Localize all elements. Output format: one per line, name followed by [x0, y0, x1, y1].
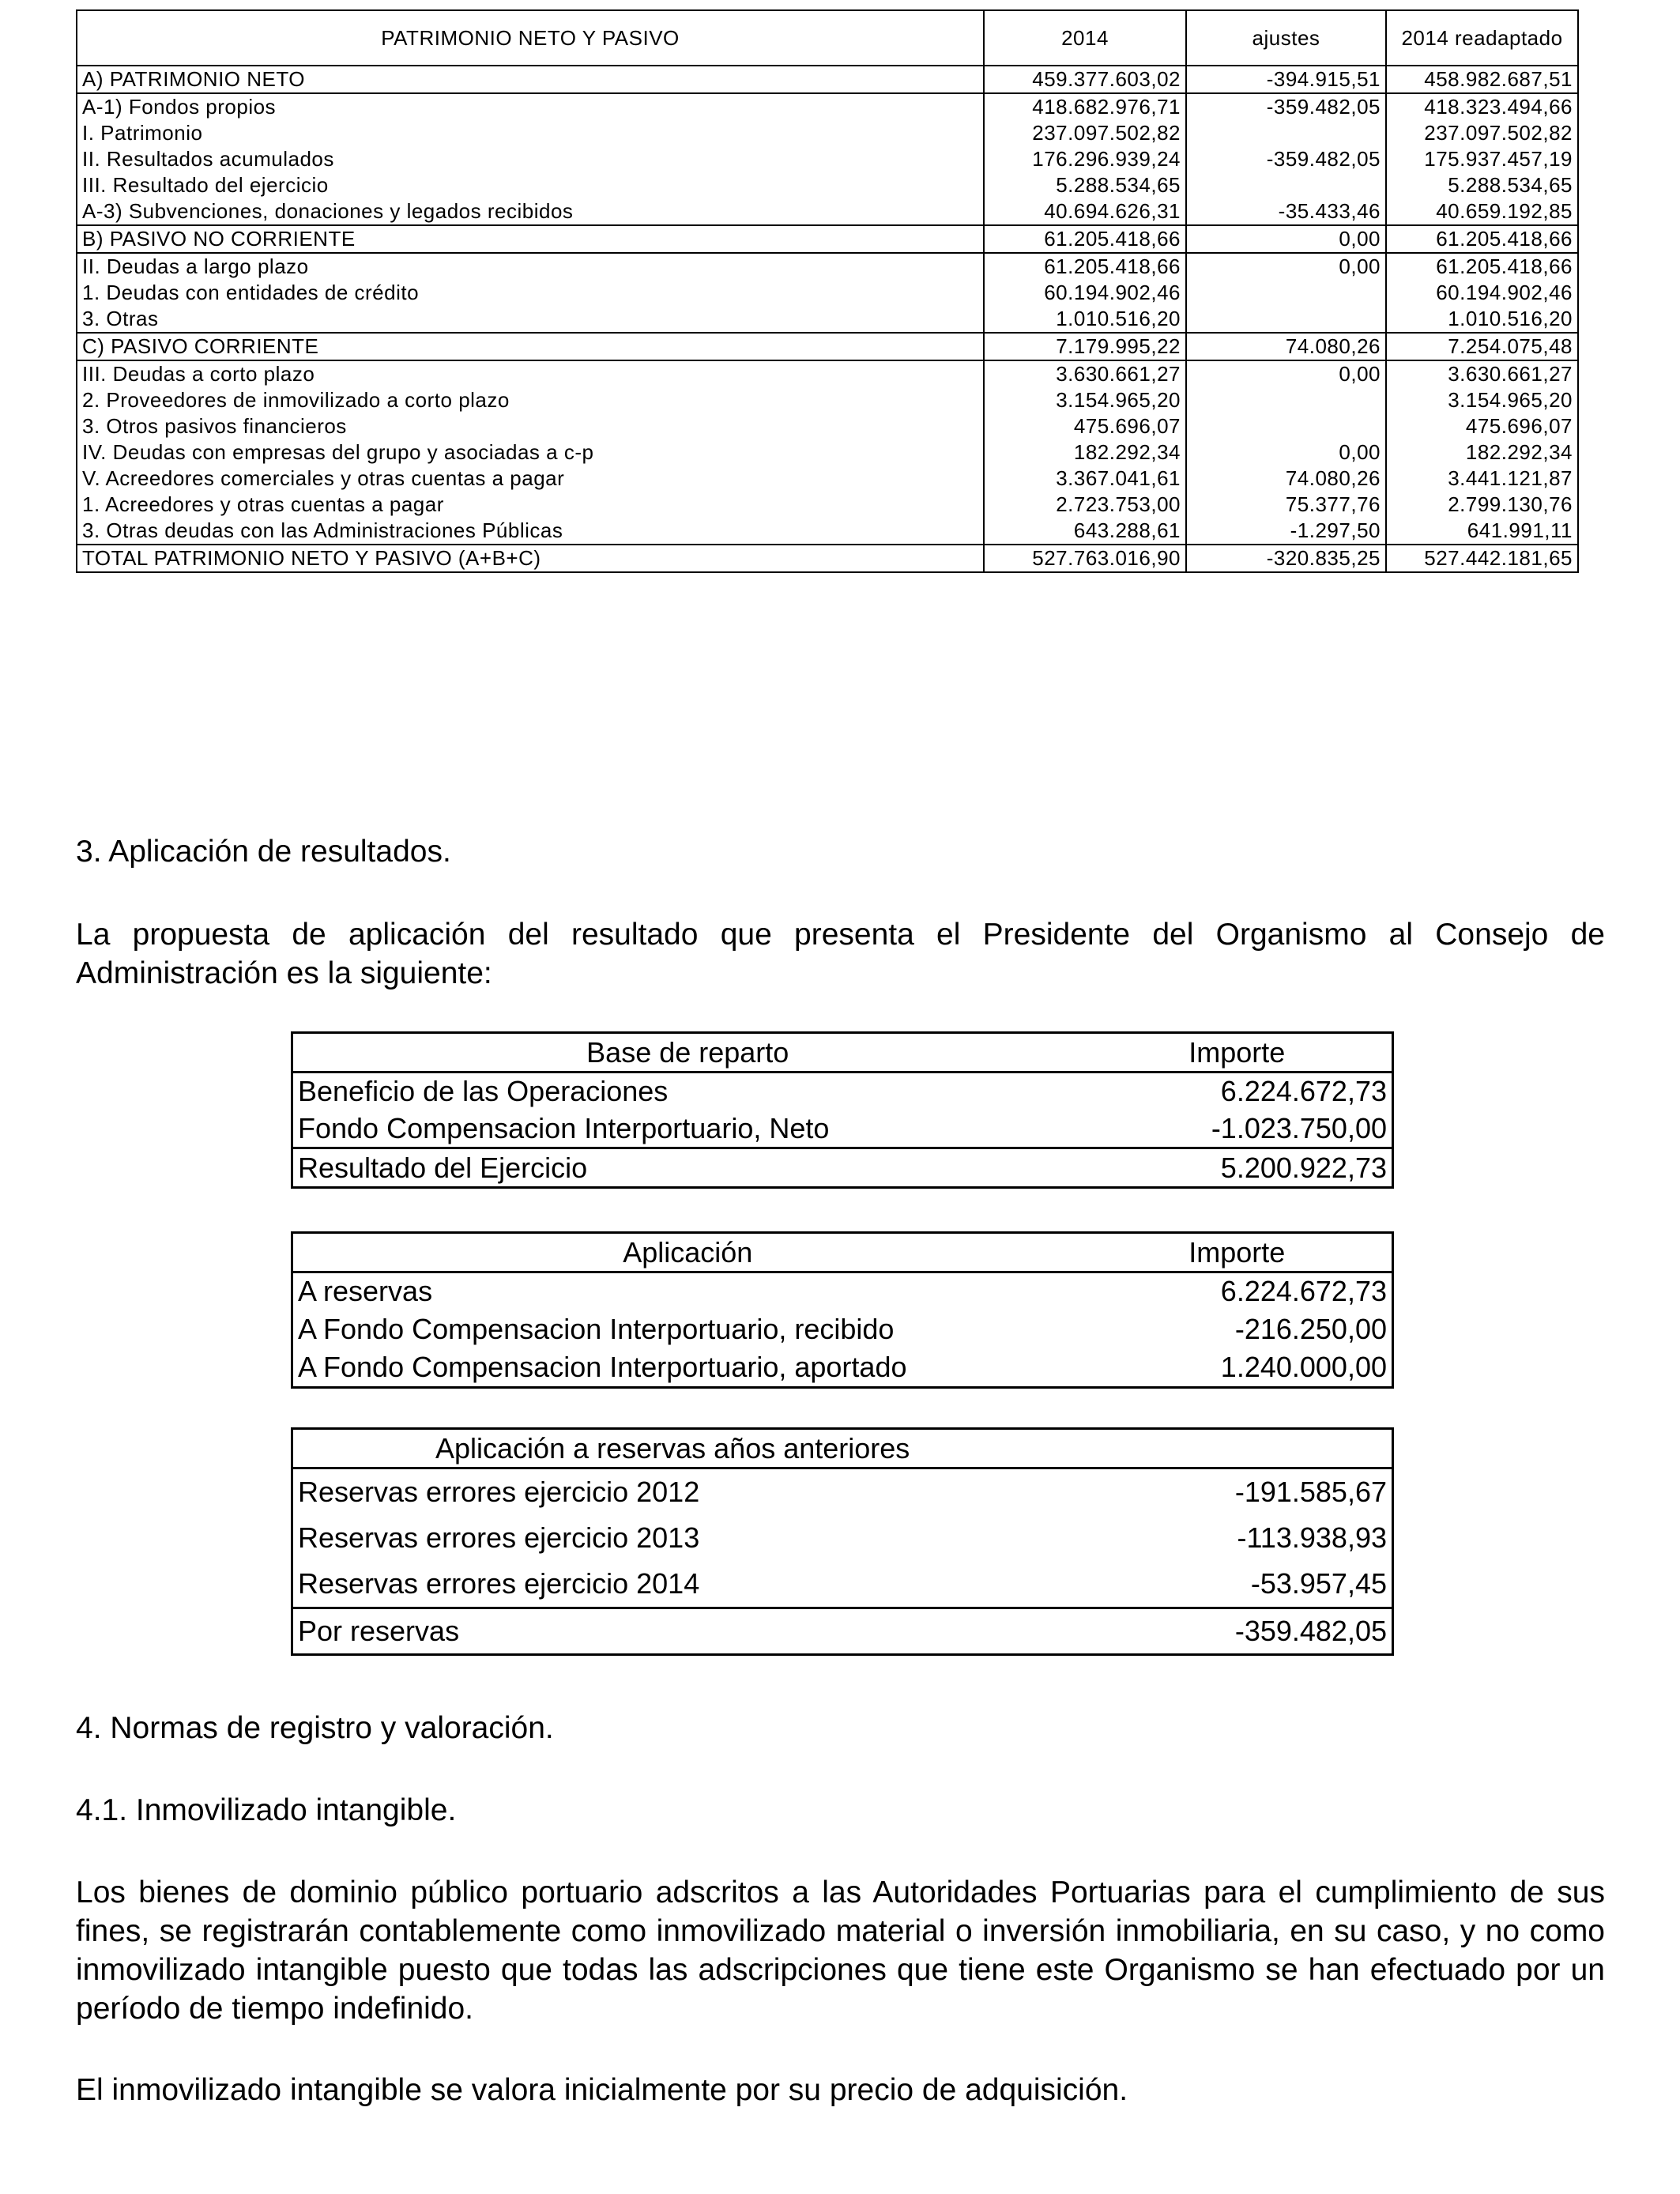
row-value: 458.982.687,51: [1386, 66, 1578, 93]
row-value: 3.154.965,20: [1386, 387, 1578, 413]
table-row: [77, 413, 1578, 439]
table-row: [77, 172, 1578, 198]
total-row: [292, 1608, 1393, 1655]
row-label: Reservas errores ejercicio 2014: [298, 1567, 700, 1600]
heading-inmovilizado-intangible: 4.1. Inmovilizado intangible.: [76, 1793, 457, 1827]
row-value: [1186, 172, 1386, 198]
row-value: 3.441.121,87: [1386, 466, 1578, 492]
row-value: [1186, 413, 1386, 439]
row-value: 418.323.494,66: [1386, 94, 1578, 120]
row-label: TOTAL PATRIMONIO NETO Y PASIVO (A+B+C): [77, 545, 984, 572]
row-label: 1. Deudas con entidades de crédito: [77, 280, 984, 306]
table-row: [292, 1033, 1393, 1072]
table-row: [292, 1110, 1393, 1148]
row-label: III. Deudas a corto plazo: [77, 361, 984, 387]
table-row: [77, 361, 1578, 387]
row-value: 176.296.939,24: [984, 146, 1186, 172]
row-value: -113.938,93: [1237, 1521, 1387, 1554]
table-row: [292, 1429, 1393, 1468]
row-value: -1.023.750,00: [1211, 1111, 1387, 1144]
table-row: [77, 120, 1578, 146]
table-row: [77, 387, 1578, 413]
row-value: 7.254.075,48: [1386, 333, 1578, 360]
row-label: V. Acreedores comerciales y otras cuentas a pagar: [77, 466, 984, 492]
row-value: 5.288.534,65: [1386, 172, 1578, 198]
table-row: [77, 492, 1578, 518]
row-label: II. Deudas a largo plazo: [77, 254, 984, 280]
row-label: A reservas: [298, 1275, 433, 1308]
table-row: [292, 1310, 1393, 1348]
row-value: -359.482,05: [1186, 146, 1386, 172]
row-value: 3.630.661,27: [1386, 361, 1578, 387]
aplicacion-table: [291, 1231, 1394, 1389]
row-value: 2.723.753,00: [984, 492, 1186, 518]
row-value: 182.292,34: [1386, 439, 1578, 466]
row-value: 237.097.502,82: [984, 120, 1186, 146]
row-value: [1186, 280, 1386, 306]
row-value: 61.205.418,66: [1386, 254, 1578, 280]
row-label: A-3) Subvenciones, donaciones y legados recibidos: [77, 198, 984, 225]
paragraph-valoracion-inicial: El inmovilizado intangible se valora inicialmente por su precio de adquisición.: [76, 2073, 1128, 2107]
row-value: 1.010.516,20: [1386, 306, 1578, 332]
table-row: [77, 439, 1578, 466]
balance-table: [76, 9, 1579, 573]
balance-col-ajustes: ajustes: [1186, 10, 1386, 66]
row-value: [1186, 120, 1386, 146]
row-value: 75.377,76: [1186, 492, 1386, 518]
row-value: 74.080,26: [1186, 333, 1386, 360]
balance-col-2014: 2014: [984, 10, 1186, 66]
table-row: [292, 1072, 1393, 1110]
heading-aplicacion-resultados: 3. Aplicación de resultados.: [76, 835, 451, 869]
row-value: 61.205.418,66: [984, 225, 1186, 253]
heading-normas-registro: 4. Normas de registro y valoración.: [76, 1711, 554, 1745]
row-value: -359.482,05: [1083, 1608, 1393, 1655]
row-value: [1186, 306, 1386, 332]
paragraph-propuesta: La propuesta de aplicación del resultado que presenta el Presidente del Organismo al Consejo de Administración es la siguiente:: [76, 918, 1605, 990]
total-row: [292, 1148, 1393, 1188]
row-value: -35.433,46: [1186, 198, 1386, 225]
table-row: [77, 518, 1578, 545]
row-value: 6.224.672,73: [1220, 1075, 1387, 1108]
balance-col-concept: PATRIMONIO NETO Y PASIVO: [77, 10, 984, 66]
reservas-anteriores-table: [291, 1427, 1394, 1656]
row-value: 40.659.192,85: [1386, 198, 1578, 225]
row-label: 3. Otros pasivos financieros: [77, 413, 984, 439]
row-label: III. Resultado del ejercicio: [77, 172, 984, 198]
row-value: 0,00: [1186, 439, 1386, 466]
row-value: 475.696,07: [984, 413, 1186, 439]
row-value: [1186, 387, 1386, 413]
row-label: 3. Otras: [77, 306, 984, 332]
row-label: Reservas errores ejercicio 2013: [298, 1521, 700, 1554]
table-row: [292, 1515, 1393, 1562]
row-value: 60.194.902,46: [1386, 280, 1578, 306]
row-value: 237.097.502,82: [1386, 120, 1578, 146]
row-value: 527.442.181,65: [1386, 545, 1578, 572]
row-value: 61.205.418,66: [1386, 225, 1578, 253]
row-label: A Fondo Compensacion Interportuario, recibido: [298, 1312, 895, 1345]
row-value: 3.367.041,61: [984, 466, 1186, 492]
row-value: 475.696,07: [1386, 413, 1578, 439]
row-value: 60.194.902,46: [984, 280, 1186, 306]
balance-col-readaptado: 2014 readaptado: [1386, 10, 1578, 66]
column-header: Importe: [1083, 1033, 1393, 1072]
table-row: [77, 254, 1578, 280]
row-value: 641.991,11: [1386, 518, 1578, 545]
table-row: [77, 198, 1578, 225]
row-label: IV. Deudas con empresas del grupo y asociadas a c-p: [77, 439, 984, 466]
row-value: 5.200.922,73: [1083, 1148, 1393, 1188]
row-value: 0,00: [1186, 254, 1386, 280]
row-value: 2.799.130,76: [1386, 492, 1578, 518]
row-value: -216.250,00: [1234, 1312, 1387, 1345]
column-header: Base de reparto: [292, 1033, 1083, 1072]
table-row: [77, 146, 1578, 172]
row-value: 527.763.016,90: [984, 545, 1186, 572]
section-header-row: [77, 225, 1578, 253]
row-value: 3.154.965,20: [984, 387, 1186, 413]
base-reparto-table: [291, 1031, 1394, 1189]
table-row: [292, 1562, 1393, 1608]
row-value: 5.288.534,65: [984, 172, 1186, 198]
row-value: -394.915,51: [1186, 66, 1386, 93]
paragraph-bienes-dominio: Los bienes de dominio público portuario adscritos a las Autoridades Portuarias para el cumplimiento de sus fines, se registrarán contablemente como inmovilizado material o inversión inmobiliaria, en su caso, y no como inmovilizado intangible puesto que todas las adscripciones que tiene este Organismo se han efectuado por un período de tiempo indefinido.: [76, 1875, 1605, 2026]
row-label: Fondo Compensacion Interportuario, Neto: [298, 1111, 830, 1144]
row-value: 1.010.516,20: [984, 306, 1186, 332]
balance-header-row: [77, 10, 1578, 66]
row-value: -53.957,45: [1250, 1567, 1387, 1600]
row-label: C) PASIVO CORRIENTE: [77, 333, 984, 360]
row-label: A Fondo Compensacion Interportuario, aportado: [298, 1350, 907, 1383]
column-header: Importe: [1083, 1233, 1393, 1272]
section-header-row: [77, 66, 1578, 93]
row-value: 3.630.661,27: [984, 361, 1186, 387]
row-value: 175.937.457,19: [1386, 146, 1578, 172]
row-value: 74.080,26: [1186, 466, 1386, 492]
row-label: B) PASIVO NO CORRIENTE: [77, 225, 984, 253]
row-label: Resultado del Ejercicio: [292, 1148, 1083, 1188]
row-value: -191.585,67: [1234, 1475, 1387, 1508]
table-row: [292, 1468, 1393, 1515]
section-header-row: [77, 333, 1578, 360]
table-row: [77, 306, 1578, 332]
row-value: 182.292,34: [984, 439, 1186, 466]
table-row: [292, 1233, 1393, 1272]
row-label: 1. Acreedores y otras cuentas a pagar: [77, 492, 984, 518]
row-label: Beneficio de las Operaciones: [298, 1075, 669, 1108]
row-label: I. Patrimonio: [77, 120, 984, 146]
row-value: 459.377.603,02: [984, 66, 1186, 93]
row-value: 40.694.626,31: [984, 198, 1186, 225]
row-label: II. Resultados acumulados: [77, 146, 984, 172]
row-value: 0,00: [1186, 225, 1386, 253]
table-row: [292, 1272, 1393, 1310]
row-label: 2. Proveedores de inmovilizado a corto plazo: [77, 387, 984, 413]
row-label: 3. Otras deudas con las Administraciones Públicas: [77, 518, 984, 545]
row-value: 61.205.418,66: [984, 254, 1186, 280]
row-label: Por reservas: [292, 1608, 1083, 1655]
row-value: 0,00: [1186, 361, 1386, 387]
row-value: 643.288,61: [984, 518, 1186, 545]
row-value: -359.482,05: [1186, 94, 1386, 120]
row-value: 1.240.000,00: [1220, 1350, 1387, 1383]
row-value: 7.179.995,22: [984, 333, 1186, 360]
table-row: [77, 94, 1578, 120]
row-value: -1.297,50: [1186, 518, 1386, 545]
total-row: [77, 545, 1578, 572]
table-row: [292, 1348, 1393, 1388]
row-value: 418.682.976,71: [984, 94, 1186, 120]
column-header: Aplicación: [292, 1233, 1083, 1272]
table-row: [77, 466, 1578, 492]
row-label: Reservas errores ejercicio 2012: [298, 1475, 700, 1508]
row-value: 6.224.672,73: [1220, 1275, 1387, 1308]
row-label: A-1) Fondos propios: [77, 94, 984, 120]
table-row: [77, 280, 1578, 306]
balance-body: [77, 66, 1578, 572]
row-label: A) PATRIMONIO NETO: [77, 66, 984, 93]
row-value: -320.835,25: [1186, 545, 1386, 572]
column-header: Aplicación a reservas años anteriores: [292, 1429, 1083, 1468]
